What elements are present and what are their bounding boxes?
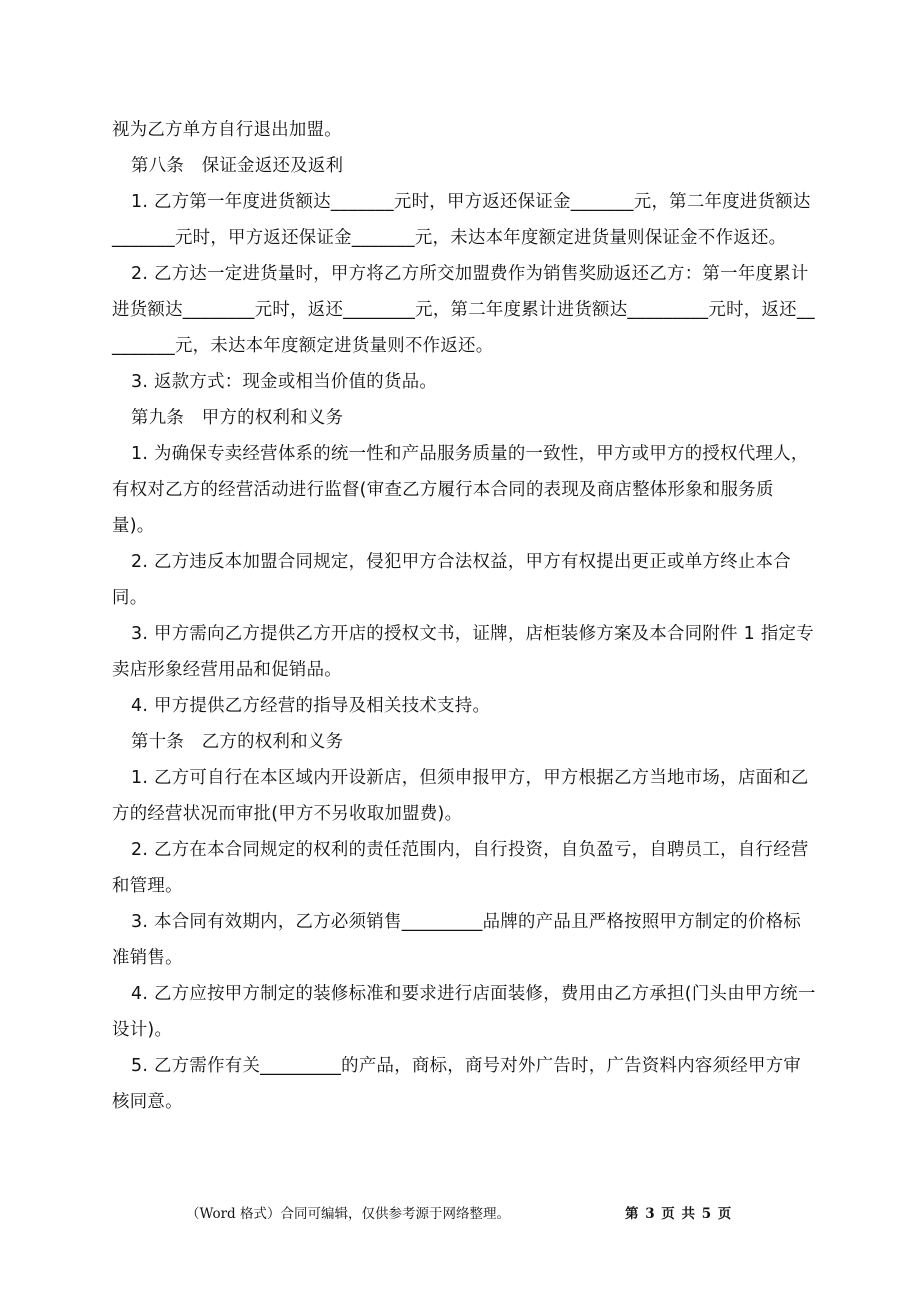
clause-8-3: 3. 返款方式：现金或相当价值的货品。 bbox=[131, 372, 438, 392]
section-heading-10: 第十条 乙方的权利和义务 bbox=[131, 732, 344, 752]
clause-9-1: 1. 为确保专卖经营体系的统一性和产品服务质量的一致性，甲方或甲方的授权代理人，有权对乙方的经营活动进行监督(审查乙方履行本合同的表现及商店整体形象和服务质量)。 bbox=[112, 444, 809, 536]
paragraph-continuation: 视为乙方单方自行退出加盟。 bbox=[112, 120, 342, 140]
document-body bbox=[112, 112, 816, 1120]
clause-10-3: 3. 本合同有效期内，乙方必须销售_________品牌的产品且严格按照甲方制定的价格标准销售。 bbox=[112, 912, 802, 968]
page-number: 第 3 页 共 5 页 bbox=[625, 1206, 733, 1222]
clause-10-5: 5. 乙方需作有关_________的产品，商标，商号对外广告时，广告资料内容须经甲方审核同意。 bbox=[112, 1056, 802, 1112]
clause-10-1: 1. 乙方可自行在本区域内开设新店，但须申报甲方，甲方根据乙方当地市场，店面和乙方的经营状况而审批(甲方不另收取加盟费)。 bbox=[112, 768, 809, 824]
page-footer bbox=[0, 1202, 920, 1226]
clause-8-1: 1. 乙方第一年度进货额达_______元时，甲方返还保证金_______元，第二年度进货额达_______元时，甲方返还保证金_______元，未达本年度额定进货量则保证金不作返还。 bbox=[112, 192, 811, 248]
footer-note: （Word 格式）合同可编辑，仅供参考源于网络整理。 bbox=[186, 1206, 510, 1222]
clause-8-2: 2. 乙方达一定进货量时，甲方将乙方所交加盟费作为销售奖励返还乙方：第一年度累计进货额达________元时，返还________元，第二年度累计进货额达_________元时，返还_________元，未达本年度额定进货量则不作返还。 bbox=[112, 264, 815, 356]
clause-10-4: 4. 乙方应按甲方制定的装修标准和要求进行店面装修，费用由乙方承担(门头由甲方统一设计)。 bbox=[112, 984, 816, 1040]
clause-9-3: 3. 甲方需向乙方提供乙方开店的授权文书，证牌，店柜装修方案及本合同附件 1 指定专卖店形象经营用品和促销品。 bbox=[112, 624, 814, 680]
clause-9-2: 2. 乙方违反本加盟合同规定，侵犯甲方合法权益，甲方有权提出更正或单方终止本合同。 bbox=[112, 552, 791, 608]
section-heading-9: 第九条 甲方的权利和义务 bbox=[131, 408, 344, 428]
clause-10-2: 2. 乙方在本合同规定的权利的责任范围内，自行投资，自负盈亏，自聘员工，自行经营和管理。 bbox=[112, 840, 809, 896]
section-heading-8: 第八条 保证金返还及返利 bbox=[131, 156, 344, 176]
clause-9-4: 4. 甲方提供乙方经营的指导及相关技术支持。 bbox=[131, 696, 491, 716]
